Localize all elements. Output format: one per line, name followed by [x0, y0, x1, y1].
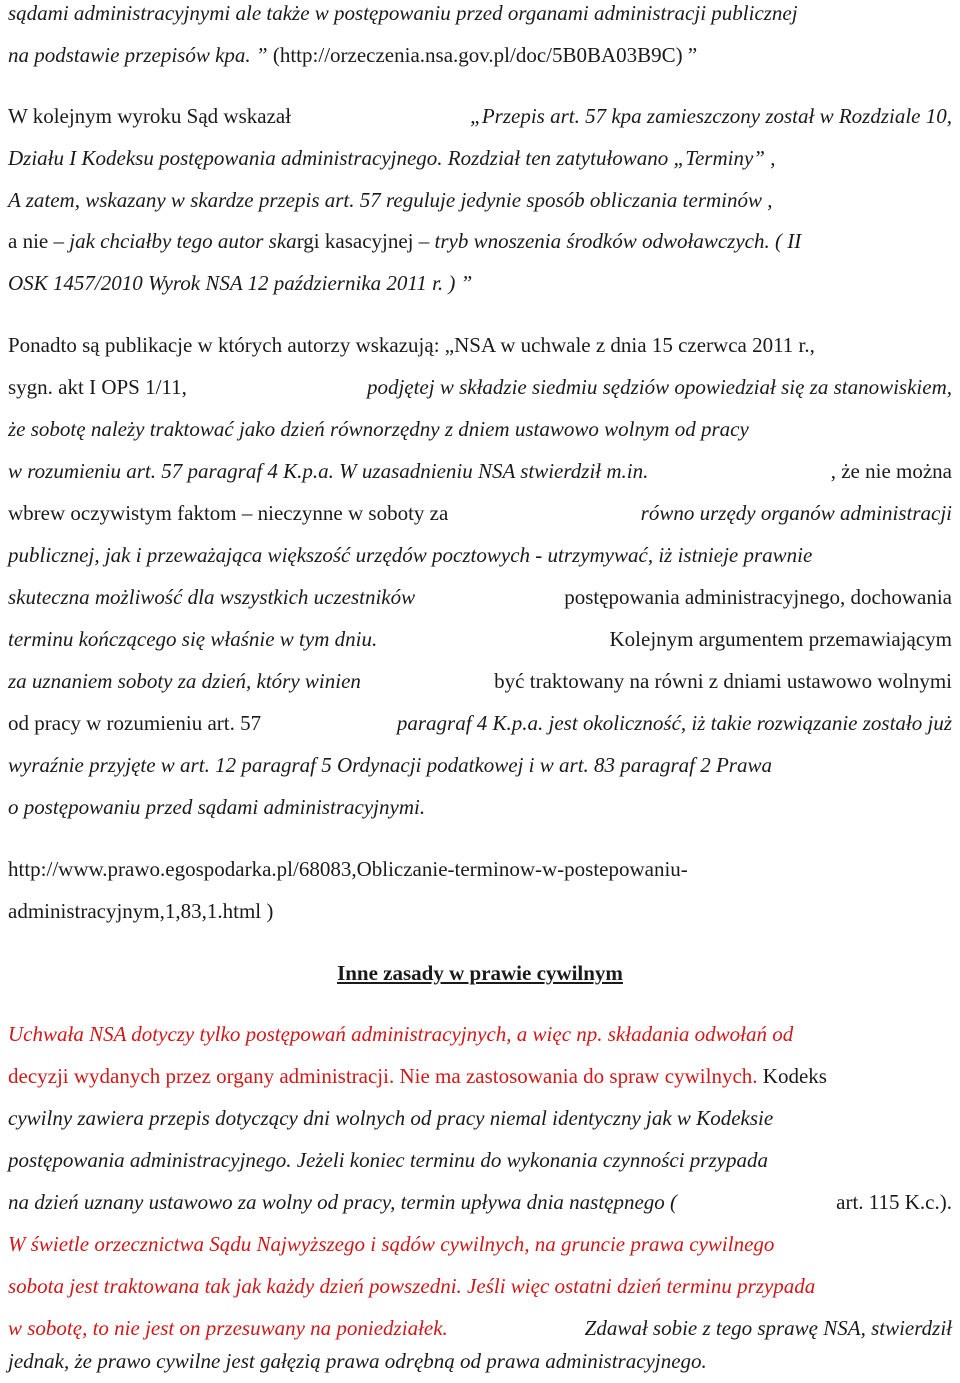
text: na dzień uznany ustawowo za wolny od pracy, termin upływa dnia następnego (	[8, 1190, 678, 1214]
text: że sobotę należy traktować jako dzień równorzędny z dniem ustawowo wolnym od pracy	[8, 417, 749, 441]
text: a nie –	[8, 229, 70, 253]
text: – tryb wnoszenia środków odwoławczych. ( II	[413, 229, 802, 253]
p1-line-2	[8, 43, 952, 68]
text: , że nie można	[830, 459, 952, 483]
text: decyzji wydanych przez organy administracji. Nie ma zastosowania do spraw cywilnych.	[8, 1064, 758, 1088]
p2-line-1	[8, 104, 952, 129]
source-link[interactable]: administracyjnym,1,83,1.html )	[8, 899, 274, 923]
p4-line-9	[8, 1349, 952, 1374]
p4-line-7	[8, 1274, 952, 1299]
text: postępowania administracyjnego, dochowania	[564, 585, 952, 609]
text: Kolejnym argumentem przemawiającym	[609, 627, 952, 651]
source-link-line-2[interactable]	[8, 899, 952, 924]
p3-line-9	[8, 669, 952, 694]
text: za uznaniem soboty za dzień, który winien	[8, 669, 367, 693]
p3-line-2	[8, 375, 952, 400]
text: Uchwała NSA dotyczy tylko postępowań administracyjnych, a więc np. składania odwołań od	[8, 1022, 794, 1046]
text: podjętej w składzie siedmiu sędziów opowiedział się za stanowiskiem,	[361, 375, 952, 399]
text: jednak, że prawo cywilne jest gałęzią prawa odrębną od prawa administracyjnego.	[8, 1349, 707, 1373]
text: na podstawie przepisów kpa. ”	[8, 43, 268, 67]
text: W świetle orzecznictwa Sądu Najwyższego i sądów cywilnych, na gruncie prawa cywilnego	[8, 1232, 775, 1256]
p4-line-6	[8, 1232, 952, 1257]
text: w sobotę, to nie jest on przesuwany na poniedziałek.	[8, 1316, 448, 1340]
text: paragraf 4 K.p.a. jest okoliczność, iż takie rozwiązanie zostało już	[396, 711, 952, 735]
text: OSK 1457/2010 Wyrok NSA 12 października 2011 r. ) ”	[8, 271, 473, 295]
text: Zdawał sobie z tego sprawę NSA, stwierdził	[579, 1316, 952, 1340]
text: A zatem, wskazany w skardze przepis art. 57 reguluje jedynie sposób obliczania terminów ,	[8, 188, 773, 212]
text: cywilny zawiera przepis dotyczący dni wolnych od pracy niemal identyczny jak w Kodeksie	[8, 1106, 774, 1130]
text: jak chciałby tego autor ska	[69, 229, 297, 253]
text: rgi kasacyjnej	[296, 229, 414, 253]
text: Działu I Kodeksu postępowania administracyjnego. Rozdział ten zatytułowano „Terminy” ,	[8, 146, 776, 170]
text: o postępowaniu przed sądami administracyjnymi.	[8, 795, 426, 819]
p3-line-7	[8, 585, 952, 610]
p2-line-4	[8, 229, 952, 254]
text: sobota jest traktowana tak jak każdy dzień powszedni. Jeśli więc ostatni dzień terminu przypada	[8, 1274, 816, 1298]
text: skuteczna możliwość dla wszystkich uczestników	[8, 585, 421, 609]
text: od pracy w rozumieniu art. 57	[8, 711, 267, 735]
p2-line-5	[8, 271, 952, 296]
p3-line-11	[8, 753, 952, 778]
quote-text: „Przepis art. 57 kpa zamieszczony został w Rozdziale 10,	[470, 104, 952, 128]
text: terminu kończącego się właśnie w tym dniu.	[8, 627, 383, 651]
text: W kolejnym wyroku Sąd wskazał	[8, 104, 297, 128]
text: być traktowany na równi z dniami ustawowo wolnymi	[494, 669, 952, 693]
text: wyraźnie przyjęte w art. 12 paragraf 5 Ordynacji podatkowej i w art. 83 paragraf 2 Prawa	[8, 753, 772, 777]
text: Ponadto są publikacje w których autorzy wskazują: „NSA w uchwale z dnia 15 czerwca 2011 r.,	[8, 333, 815, 357]
p4-line-3	[8, 1106, 952, 1131]
p1-line-1	[8, 1, 952, 26]
p4-line-1	[8, 1022, 952, 1047]
source-link[interactable]: http://www.prawo.egospodarka.pl/68083,Obliczanie-terminow-w-postepowaniu-	[8, 857, 688, 881]
text: publicznej, jak i przeważająca większość urzędów pocztowych - utrzymywać, iż istnieje prawnie	[8, 543, 813, 567]
p3-line-12	[8, 795, 952, 820]
p4-line-2	[8, 1064, 952, 1089]
p2-line-3	[8, 188, 952, 213]
text: Kodeks	[757, 1064, 827, 1088]
text: art. 115 K.c.).	[836, 1190, 952, 1214]
text: wbrew oczywistym faktom – nieczynne w soboty za	[8, 501, 449, 525]
p4-line-8	[8, 1316, 952, 1341]
section-heading: Inne zasady w prawie cywilnym	[337, 961, 623, 985]
p4-line-4	[8, 1148, 952, 1173]
p3-line-3	[8, 417, 952, 442]
source-url: (http://orzeczenia.nsa.gov.pl/doc/5B0BA03B9C) ”	[267, 43, 698, 67]
p3-line-6	[8, 543, 952, 568]
text: równo urzędy organów administracji	[640, 501, 952, 525]
p3-line-8	[8, 627, 952, 652]
p3-line-5	[8, 501, 952, 526]
p3-line-4	[8, 459, 952, 484]
text: sądami administracyjnymi ale także w postępowaniu przed organami administracji publicznej	[8, 1, 798, 25]
p3-line-10	[8, 711, 952, 736]
p4-line-5	[8, 1190, 952, 1215]
source-link-line-1[interactable]	[8, 857, 952, 882]
p2-line-2	[8, 146, 952, 171]
text: sygn. akt I OPS 1/11,	[8, 375, 187, 399]
p3-line-1	[8, 333, 952, 358]
text: postępowania administracyjnego. Jeżeli koniec terminu do wykonania czynności przypada	[8, 1148, 768, 1172]
text: w rozumieniu art. 57 paragraf 4 K.p.a. W uzasadnieniu NSA stwierdził m.in.	[8, 459, 649, 483]
